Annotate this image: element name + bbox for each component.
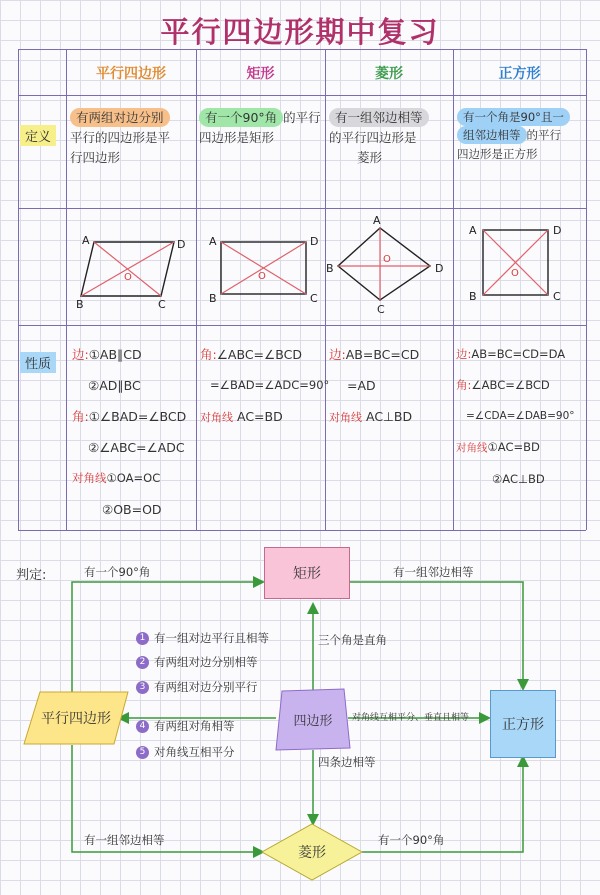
property-line xyxy=(456,339,586,370)
property-text: AC=BD xyxy=(236,409,283,424)
property-text: ②AC⊥BD xyxy=(492,472,545,486)
number-badge: 4 xyxy=(136,720,149,733)
rectangle-figure xyxy=(196,208,325,325)
definition-text: 的平行 xyxy=(526,128,561,143)
square-node: 正方形 xyxy=(490,690,556,758)
condition-item xyxy=(136,674,296,700)
property-tag: 角: xyxy=(72,409,89,424)
vertex-label: A xyxy=(82,234,90,247)
parallelogram-node: 平行四边形 xyxy=(41,711,111,727)
condition-item xyxy=(136,740,296,764)
column-header-rectangle: 矩形 xyxy=(246,66,275,82)
property-text: ①AB∥CD xyxy=(88,347,142,362)
definition-rhombus xyxy=(329,108,453,168)
table-border-top xyxy=(18,49,586,50)
number-badge: 5 xyxy=(136,746,149,759)
condition-text: 有两组对边分别相等 xyxy=(154,655,258,669)
property-tag: 边: xyxy=(456,347,472,361)
vertex-label: B xyxy=(469,290,477,303)
property-line xyxy=(329,339,453,370)
property-tag: 角: xyxy=(200,347,217,362)
number-badge: 2 xyxy=(136,656,149,669)
property-line xyxy=(72,494,196,525)
property-text: =∠CDA=∠DAB=90° xyxy=(466,410,575,422)
condition-text: 有两组对角相等 xyxy=(154,719,235,733)
center-label: O xyxy=(511,268,519,279)
condition-item xyxy=(136,626,296,650)
definition-text: 的平行四边形是 xyxy=(329,130,417,145)
edge-label-rhombus-to-square: 有一个90°角 xyxy=(378,833,445,847)
property-text: ②∠ABC=∠ADC xyxy=(88,440,185,455)
condition-text: 对角线互相平分 xyxy=(154,745,235,759)
definition-highlight: 有两组对边分别 xyxy=(70,108,170,127)
property-text: ②AD∥BC xyxy=(88,378,141,393)
property-tag: 角: xyxy=(456,378,472,392)
center-label: O xyxy=(258,271,266,282)
table-col-line xyxy=(18,49,19,530)
vertex-label: D xyxy=(435,262,444,275)
column-header-square: 正方形 xyxy=(498,66,541,82)
vertex-label: B xyxy=(326,262,334,275)
column-header-parallelogram: 平行四边形 xyxy=(96,66,166,82)
definition-text: 行四边形 xyxy=(70,150,121,165)
property-line xyxy=(200,370,330,401)
row-label-property: 性质 xyxy=(20,352,56,373)
definition-rectangle xyxy=(199,108,325,148)
vertex-label: C xyxy=(553,290,561,303)
vertex-label: D xyxy=(553,224,562,237)
center-label: O xyxy=(124,272,132,283)
property-tag: 边: xyxy=(72,347,89,362)
property-text: AC⊥BD xyxy=(365,409,413,424)
page-title: 平行四边形期中复习 xyxy=(160,15,440,49)
vertex-label: D xyxy=(177,238,186,251)
property-tag: 边: xyxy=(329,347,346,362)
edge-label-para-to-rhombus: 有一组邻边相等 xyxy=(84,833,165,847)
parallelogram-figure xyxy=(66,208,196,325)
edge-label-para-to-rect: 有一个90°角 xyxy=(84,565,151,579)
properties-rhombus xyxy=(329,339,453,433)
condition-text: 有两组对边分别平行 xyxy=(154,680,258,694)
property-line xyxy=(456,432,586,464)
definition-text: 四边形是正方形 xyxy=(457,146,538,161)
property-line xyxy=(200,339,325,370)
property-tag: 对角线 xyxy=(200,411,233,424)
rhombus-node: 菱形 xyxy=(298,845,326,861)
judgment-heading: 判定: xyxy=(16,568,47,583)
definition-text: 菱形 xyxy=(357,150,383,165)
definition-parallelogram xyxy=(70,108,194,168)
definition-text: 的平行 xyxy=(283,110,321,125)
table-header-divider xyxy=(18,95,586,96)
property-tag: 对角线 xyxy=(329,411,362,424)
properties-square xyxy=(456,339,586,495)
quadrilateral-node: 四边形 xyxy=(293,713,333,729)
property-text: ①AC=BD xyxy=(487,440,540,454)
vertex-label: C xyxy=(158,298,166,311)
definition-highlight: 有一个90°角 xyxy=(199,108,283,127)
diagonal-line xyxy=(81,242,174,296)
property-line xyxy=(329,401,453,433)
property-line xyxy=(329,370,453,401)
condition-item xyxy=(136,712,296,740)
property-line xyxy=(456,464,586,495)
properties-rectangle xyxy=(200,339,330,433)
definition-highlight: 有一组邻边相等 xyxy=(329,108,429,127)
table-border-bottom xyxy=(18,530,586,531)
edge-label-quad-to-square: 对角线互相平分、垂直且相等 xyxy=(352,713,470,723)
vertex-label: A xyxy=(373,214,381,227)
condition-item xyxy=(136,650,296,674)
property-line xyxy=(72,463,196,494)
property-line xyxy=(72,370,196,401)
property-text: ∠ABC=∠BCD xyxy=(471,378,550,392)
vertex-label: C xyxy=(310,292,318,305)
row-label-definition: 定义 xyxy=(20,125,56,146)
vertex-label: A xyxy=(209,235,217,248)
properties-parallelogram xyxy=(72,339,196,525)
rectangle-node: 矩形 xyxy=(264,547,350,599)
vertex-label: B xyxy=(209,292,217,305)
center-label: O xyxy=(383,254,391,265)
property-text: ②OB=OD xyxy=(102,502,162,517)
property-line xyxy=(200,401,325,433)
square-figure xyxy=(453,208,586,325)
condition-text: 有一组对边平行且相等 xyxy=(154,631,269,645)
definition-square xyxy=(457,108,587,163)
definition-text: 平行的四边形是平 xyxy=(70,130,171,145)
property-text: =∠BAD=∠ADC=90° xyxy=(210,378,330,392)
column-header-rhombus: 菱形 xyxy=(375,66,403,82)
property-line xyxy=(456,401,586,432)
edge-label-rect-to-square: 有一组邻边相等 xyxy=(393,565,474,579)
property-tag: 对角线 xyxy=(72,471,107,485)
edge-label-quad-to-rect: 三个角是直角 xyxy=(318,633,387,647)
condition-list xyxy=(136,626,296,764)
property-line xyxy=(72,401,196,432)
property-text: ∠ABC=∠BCD xyxy=(216,347,302,362)
property-text: ①∠BAD=∠BCD xyxy=(88,409,187,424)
rhombus-figure xyxy=(325,208,453,325)
property-line xyxy=(72,339,196,370)
number-badge: 3 xyxy=(136,681,149,694)
definition-highlight: 组邻边相等 xyxy=(457,126,527,144)
vertex-label: A xyxy=(469,224,477,237)
vertex-label: C xyxy=(377,303,385,316)
table-row-divider xyxy=(18,325,586,326)
number-badge: 1 xyxy=(136,632,149,645)
property-line xyxy=(72,432,196,463)
property-text: =AD xyxy=(347,378,376,393)
property-text: ①OA=OC xyxy=(106,471,161,485)
definition-text: 四边形是矩形 xyxy=(199,130,275,145)
vertex-label: B xyxy=(76,298,84,311)
edge-label-quad-to-rhombus: 四条边相等 xyxy=(318,755,376,769)
definition-highlight: 有一个角是90°且一 xyxy=(457,108,570,126)
property-line xyxy=(456,370,586,401)
property-text: AB=BC=CD xyxy=(345,347,420,362)
property-text: AB=BC=CD=DA xyxy=(471,347,566,361)
property-tag: 对角线 xyxy=(456,442,488,454)
vertex-label: D xyxy=(310,235,319,248)
